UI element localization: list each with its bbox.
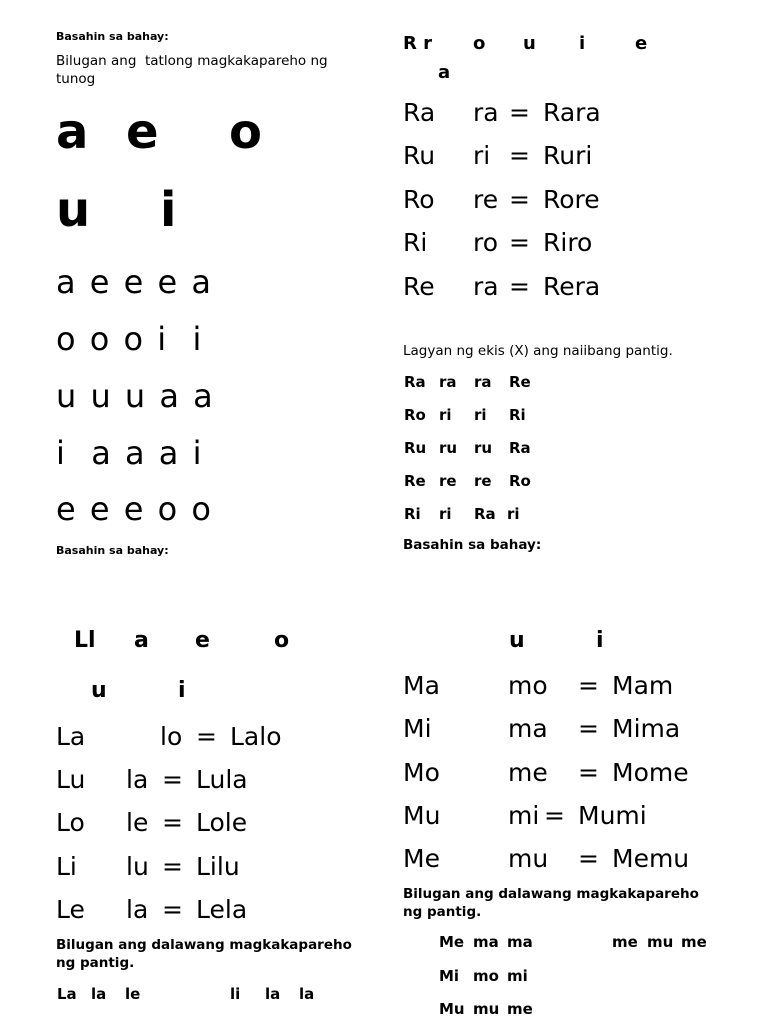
syllable: la <box>265 985 281 1003</box>
letter-o: o <box>274 628 290 653</box>
syllable-a: La <box>56 722 86 751</box>
word: Lela <box>196 895 248 924</box>
letter-u: u <box>91 678 107 703</box>
letter-L: Ll <box>74 628 96 653</box>
word: Mima <box>612 714 681 743</box>
word: Mumi <box>578 801 647 830</box>
syllable: Ri <box>404 505 421 523</box>
q1-footer: Basahin sa bahay: <box>56 544 169 557</box>
syllable-a: Ma <box>403 671 440 700</box>
syllable-a: Lo <box>56 808 85 837</box>
syllable-a: Mi <box>403 714 432 743</box>
syllable: Re <box>509 373 531 391</box>
syllable: me <box>507 1000 533 1018</box>
syllable: re <box>439 472 457 490</box>
word: Ruri <box>543 141 593 170</box>
vowel-row: o o o i i <box>56 320 204 358</box>
big-letter-a: a <box>56 104 89 160</box>
word: Lalo <box>230 722 282 751</box>
syllable: Re <box>404 472 426 490</box>
word: Lole <box>196 808 248 837</box>
syllable-b: ra <box>473 272 499 301</box>
syllable-a: Lu <box>56 765 86 794</box>
syllable: li <box>230 985 241 1003</box>
big-letter-u: u <box>56 182 91 238</box>
equals-sign: = <box>162 852 183 881</box>
syllable-b: la <box>126 765 149 794</box>
syllable-a: Ri <box>403 228 428 257</box>
equals-sign: = <box>509 228 530 257</box>
syllable: Mi <box>439 967 460 985</box>
syllable-b: ra <box>473 98 499 127</box>
syllable: ri <box>507 505 520 523</box>
syllable: La <box>57 985 77 1003</box>
syllable-b: lo <box>160 722 183 751</box>
letter-e: e <box>195 628 210 653</box>
equals-sign: = <box>578 714 599 743</box>
syllable: mu <box>647 933 674 951</box>
letter-i: i <box>579 33 586 54</box>
syllable: Ro <box>404 406 426 424</box>
word: Mam <box>612 671 674 700</box>
q2-instruction: Lagyan ng ekis (X) ang naiibang pantig. <box>403 343 673 359</box>
syllable-b: re <box>473 185 499 214</box>
syllable: mi <box>507 967 528 985</box>
equals-sign: = <box>509 185 530 214</box>
syllable-a: Li <box>56 852 77 881</box>
word: Lilu <box>196 852 240 881</box>
q4-instruction-line1: Bilugan ang dalawang magkakapareho <box>403 886 699 902</box>
equals-sign: = <box>578 844 599 873</box>
letter-o: o <box>473 33 486 54</box>
syllable-a: Me <box>403 844 440 873</box>
word: Rore <box>543 185 600 214</box>
vowel-row: i a a a i <box>56 434 204 472</box>
syllable: Ra <box>474 505 496 523</box>
word: Riro <box>543 228 593 257</box>
letter-e: e <box>635 33 648 54</box>
big-letter-o: o <box>229 104 262 160</box>
syllable-b: ma <box>508 714 548 743</box>
word: Rera <box>543 272 601 301</box>
q4-instruction-line2: ng pantig. <box>403 904 482 920</box>
syllable-a: Mu <box>403 801 441 830</box>
vowel-row: a e e e a <box>56 263 213 301</box>
syllable: Ru <box>404 439 427 457</box>
syllable-b: mi <box>508 801 540 830</box>
equals-sign: = <box>578 671 599 700</box>
vowel-row: e e e o o <box>56 490 213 528</box>
syllable: Ro <box>509 472 531 490</box>
syllable: Ri <box>509 406 526 424</box>
syllable-b: le <box>126 808 149 837</box>
syllable-a: Ra <box>403 98 436 127</box>
syllable: ri <box>439 505 452 523</box>
syllable-b: ro <box>473 228 499 257</box>
syllable-b: me <box>508 758 548 787</box>
equals-sign: = <box>509 272 530 301</box>
syllable-a: Ru <box>403 141 436 170</box>
big-letter-i: i <box>160 182 177 238</box>
syllable: Ra <box>404 373 426 391</box>
q1-instruction-line1: Bilugan ang tatlong magkakapareho ng <box>56 53 328 69</box>
syllable-b: ri <box>473 141 491 170</box>
word: Mome <box>612 758 689 787</box>
equals-sign: = <box>509 141 530 170</box>
syllable: Ra <box>509 439 531 457</box>
syllable: ri <box>439 406 452 424</box>
letter-u: u <box>523 33 536 54</box>
letter-i: i <box>178 678 186 703</box>
syllable-a: Ro <box>403 185 435 214</box>
q1-instruction-line2: tunog <box>56 71 96 87</box>
syllable: ri <box>474 406 487 424</box>
q2-footer: Basahin sa bahay: <box>403 537 542 553</box>
q1-heading: Basahin sa bahay: <box>56 30 169 43</box>
syllable: mu <box>473 1000 500 1018</box>
vowel-row: u u u a a <box>56 377 215 415</box>
syllable: ma <box>473 933 499 951</box>
syllable-b: la <box>126 895 149 924</box>
syllable: la <box>91 985 107 1003</box>
equals-sign: = <box>544 801 565 830</box>
syllable: le <box>125 985 141 1003</box>
syllable: ma <box>507 933 533 951</box>
letter-R: R r <box>403 33 433 54</box>
word: Memu <box>612 844 690 873</box>
syllable: me <box>612 933 638 951</box>
equals-sign: = <box>196 722 217 751</box>
syllable: ru <box>474 439 493 457</box>
syllable: ra <box>439 373 457 391</box>
syllable-b: lu <box>126 852 149 881</box>
q3-instruction-line2: ng pantig. <box>56 955 135 971</box>
syllable: re <box>474 472 492 490</box>
letter-i: i <box>596 628 604 653</box>
syllable: mo <box>473 967 499 985</box>
syllable-a: Re <box>403 272 435 301</box>
syllable: me <box>681 933 707 951</box>
syllable: la <box>299 985 315 1003</box>
equals-sign: = <box>162 808 183 837</box>
syllable-b: mo <box>508 671 548 700</box>
equals-sign: = <box>162 895 183 924</box>
equals-sign: = <box>578 758 599 787</box>
syllable: ra <box>474 373 492 391</box>
big-letter-e: e <box>126 104 159 160</box>
syllable: Me <box>439 933 465 951</box>
syllable-a: Le <box>56 895 85 924</box>
word: Lula <box>196 765 248 794</box>
syllable-b: mu <box>508 844 549 873</box>
letter-u: u <box>509 628 525 653</box>
syllable: Mu <box>439 1000 465 1018</box>
equals-sign: = <box>509 98 530 127</box>
letter-a: a <box>438 62 451 83</box>
letter-a: a <box>134 628 149 653</box>
q3-instruction-line1: Bilugan ang dalawang magkakapareho <box>56 937 352 953</box>
syllable-a: Mo <box>403 758 440 787</box>
syllable: ru <box>439 439 458 457</box>
word: Rara <box>543 98 601 127</box>
equals-sign: = <box>162 765 183 794</box>
